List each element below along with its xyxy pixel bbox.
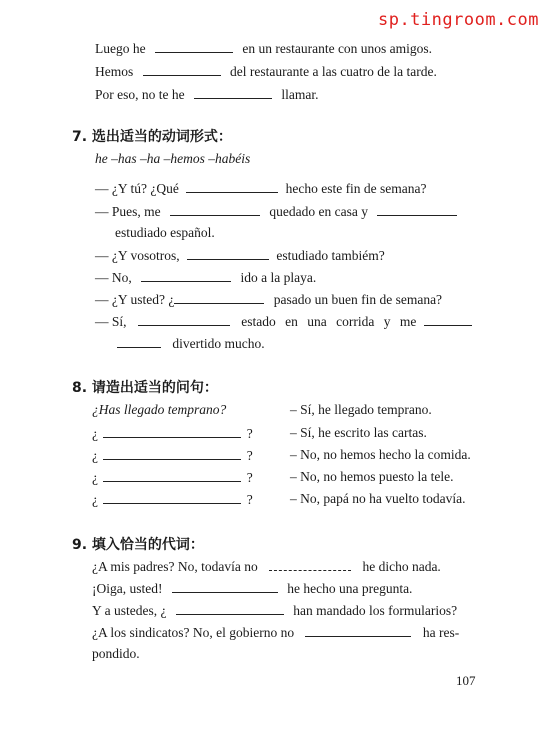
text: Y a ustedes, ¿ — [92, 603, 167, 618]
dialog-line — [117, 335, 265, 352]
exercise-line — [95, 86, 318, 103]
text: ? — [246, 492, 253, 507]
text: ¿ — [92, 426, 98, 441]
blank — [172, 580, 278, 593]
text: — ¿Y vosotros, — [95, 248, 180, 263]
blank — [176, 602, 284, 615]
answer-line: – No, no hemos puesto la tele. — [290, 469, 454, 484]
blank — [141, 269, 231, 282]
blank — [103, 469, 241, 482]
text: ha res- — [422, 625, 460, 640]
blank — [174, 291, 264, 304]
text: en un restaurante con unos amigos. — [242, 41, 433, 56]
blank — [117, 335, 161, 348]
text: ido a la playa. — [240, 270, 317, 285]
dialog-line — [95, 180, 427, 197]
blank — [424, 313, 472, 326]
text: quedado en casa y — [269, 204, 368, 219]
text: — No, — [95, 270, 132, 285]
watermark: sp.tingroom.com — [377, 10, 539, 30]
exercise-line — [92, 558, 441, 575]
text: he hecho una pregunta. — [287, 581, 413, 596]
blank — [187, 247, 269, 260]
blank — [103, 447, 241, 460]
text: Luego he — [95, 41, 146, 56]
blank — [269, 558, 351, 571]
answer-line: – No, papá no ha vuelto todavía. — [290, 491, 466, 506]
exercise-line — [92, 624, 459, 641]
page-number: 107 — [456, 673, 476, 688]
verb-forms: he –has –ha –hemos –habéis — [95, 151, 251, 166]
blank — [103, 491, 241, 504]
text: ? — [246, 470, 253, 485]
dialog-line: estudiado español. — [115, 225, 215, 240]
text: estudiado tambiém? — [276, 248, 385, 263]
answer-line: – Sí, he escrito las cartas. — [290, 425, 427, 440]
blank — [305, 624, 411, 637]
text: Por eso, no te he — [95, 87, 185, 102]
text: ¿ — [92, 492, 98, 507]
text: ¿A los sindicatos? No, el gobierno no — [92, 625, 295, 640]
question-line — [92, 469, 253, 486]
exercise-line: pondido. — [92, 646, 140, 661]
text: Hemos — [95, 64, 134, 79]
question-line — [92, 491, 253, 508]
exercise-line — [92, 580, 412, 597]
answer-line: – Sí, he llegado temprano. — [290, 402, 432, 417]
exercise-line — [95, 63, 437, 80]
question-line — [92, 425, 253, 442]
text: he dicho nada. — [362, 559, 441, 574]
text: hecho este fin de semana? — [285, 181, 427, 196]
blank — [143, 63, 221, 76]
text: estado en una corrida y me — [241, 314, 417, 329]
dialog-line — [95, 203, 463, 220]
blank — [155, 40, 233, 53]
text: ¿A mis padres? No, todavía no — [92, 559, 258, 574]
text: ? — [246, 448, 253, 463]
text: ¿ — [92, 470, 98, 485]
text: ¿ — [92, 448, 98, 463]
blank — [377, 203, 457, 216]
text: ¡Oiga, usted! — [92, 581, 163, 596]
answer-line: – No, no hemos hecho la comida. — [290, 447, 471, 462]
text: del restaurante a las cuatro de la tarde. — [230, 64, 437, 79]
blank — [138, 313, 230, 326]
text: han mandado los formularios? — [293, 603, 458, 618]
section-8-title: 8. 请造出适当的问句： — [72, 380, 218, 396]
dialog-line — [95, 291, 442, 308]
section-9-title: 9. 填入恰当的代词： — [72, 537, 204, 553]
section-7-title: 7. 选出适当的动词形式： — [72, 129, 232, 145]
text: — ¿Y tú? ¿Qué — [95, 181, 179, 196]
text: ? — [246, 426, 253, 441]
example-question: ¿Has llegado temprano? — [92, 402, 227, 417]
text: — Sí, — [95, 314, 127, 329]
text: — Pues, me — [95, 204, 161, 219]
exercise-line — [95, 40, 432, 57]
text: — ¿Y usted? ¿ — [95, 292, 175, 307]
blank — [103, 425, 241, 438]
dialog-line — [95, 313, 476, 330]
blank — [194, 86, 272, 99]
text: llamar. — [281, 87, 319, 102]
text: pasado un buen fin de semana? — [273, 292, 443, 307]
exercise-line — [92, 602, 457, 619]
blank — [186, 180, 278, 193]
text: divertido mucho. — [172, 336, 265, 351]
dialog-line — [95, 247, 385, 264]
question-line — [92, 447, 253, 464]
blank — [170, 203, 260, 216]
dialog-line — [95, 269, 316, 286]
